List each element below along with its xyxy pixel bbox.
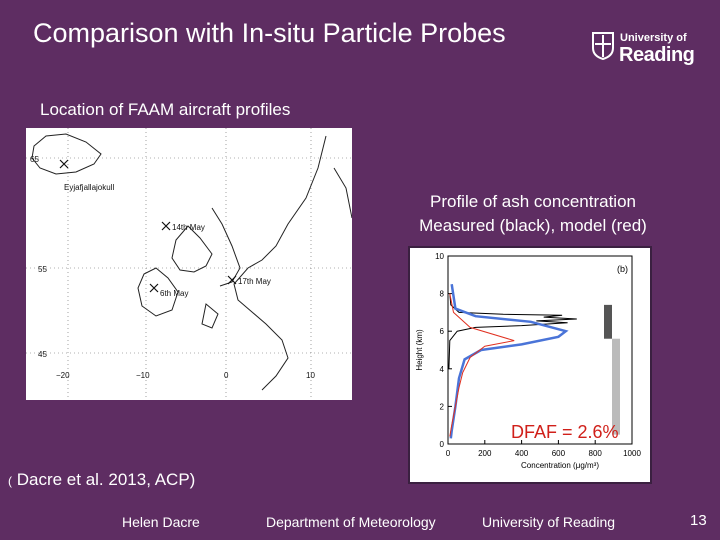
map-lon-label: 0 [224,371,229,380]
y-axis-label: Height (km) [415,329,424,371]
measurement-bar [612,339,620,435]
reference-text: Dacre et al. 2013, ACP) [16,470,196,489]
footer-author: Helen Dacre [122,514,200,530]
x-tick-label: 600 [551,449,566,458]
x-tick-label: 200 [478,449,492,458]
profile-caption-line2: Measured (black), model (red) [419,216,647,235]
map-lon-label: 10 [306,371,315,380]
x-axis-label: Concentration (μg/m³) [521,461,599,470]
map-place-14may: 14th May [172,223,205,232]
page-number: 13 [690,512,707,529]
university-logo [592,30,695,70]
x-tick-label: 800 [588,449,602,458]
measurement-bar [604,305,612,339]
x-tick-label: 1000 [623,449,641,458]
logo-line2: Reading [619,44,695,66]
map-label: Location of FAAM aircraft profiles [40,100,291,119]
dfaf-label: DFAF = 2.6% [511,422,619,442]
x-tick-label: 0 [445,449,451,458]
ash-profile-chart [408,246,652,484]
y-tick-label: 4 [439,364,444,374]
map-place-17may: 17th May [238,277,271,286]
flight-map [26,128,352,400]
map-lon-label: −10 [136,371,150,380]
slide-title: Comparison with In-situ Particle Probes [33,18,506,48]
y-tick-label: 0 [439,440,444,449]
map-lon-label: −20 [56,371,70,380]
series-line [450,294,514,437]
reference-paren: ( [8,474,12,488]
y-tick-label: 2 [439,402,444,412]
profile-caption-line1: Profile of ash concentration [429,192,636,211]
map-lat-label: 55 [38,265,47,274]
crest-icon [592,32,614,60]
map-lat-label: 45 [38,350,47,359]
y-tick-label: 8 [439,289,444,299]
map-place-6may: 6th May [160,289,189,298]
map-place-volcano: Eyjafjallajokull [64,183,115,192]
y-tick-label: 10 [435,252,444,261]
profile-caption [393,190,673,238]
map-lat-label: 65 [30,155,39,164]
plot-frame [448,256,632,444]
reference [8,470,195,490]
y-tick-label: 6 [439,327,444,337]
footer-university: University of Reading [482,514,616,530]
logo-line1: University of [620,32,687,44]
footer-department: Department of Meteorology [266,514,436,530]
panel-label: (b) [617,264,628,274]
x-tick-label: 400 [514,449,529,458]
